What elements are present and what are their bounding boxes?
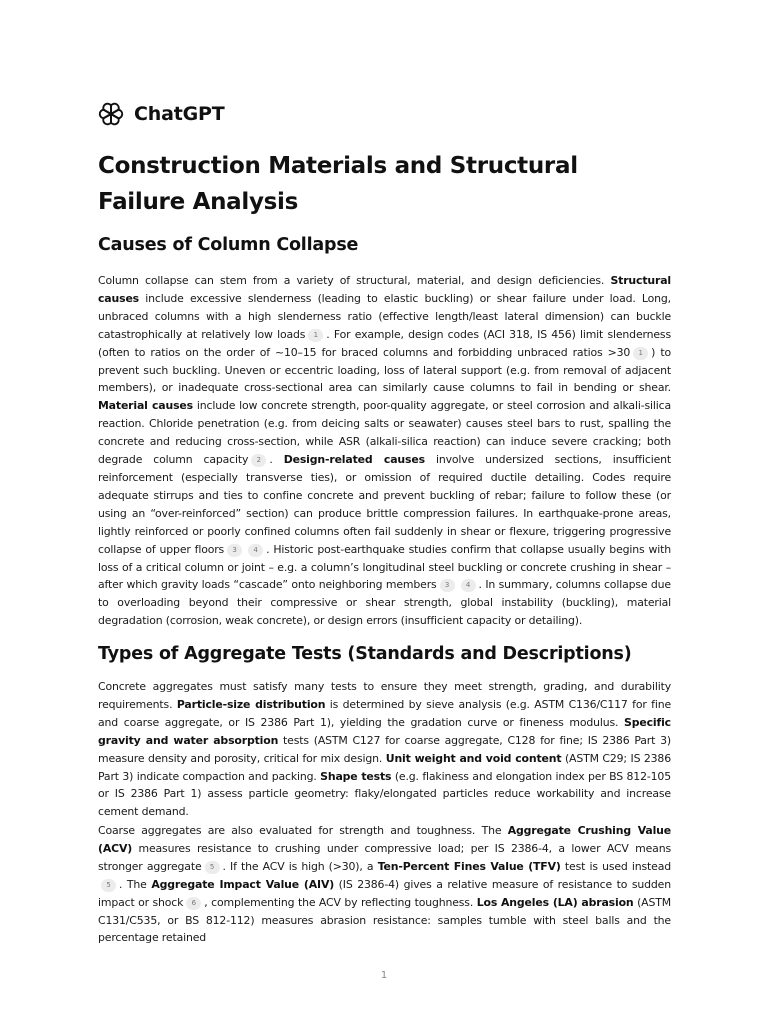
term-design-related-causes: Design-related causes: [283, 453, 425, 467]
term-structural-causes: Structural causes: [98, 274, 671, 305]
term-unit-weight: Unit weight and void content: [385, 751, 562, 765]
term-specific-gravity: Specific gravity and water absorption: [98, 715, 671, 747]
paragraph-aggregate-strength: Coarse aggregates are also evaluated for strength and toughness. The Aggregate Crushing Value (ACV) measures resistance to crushing under compressive load; per IS 2386-4, a lower ACV means stronger aggregate 5 . If the ACV is high (>30), a Ten-Percent Fines Value (TFV) test is used instead5 . The Aggregate Impact Value (AIV) (IS 2386-4) gives a relative measure of resistance to sudden impact or shock 6 , complementing the ACV by reflecting toughness. Los Angeles (LA) abrasion (ASTM C131/C535, or BS 812-112) measures abrasion resistance: samples tumble with steel balls and the percentage retained: [98, 824, 671, 945]
term-la-abrasion: Los Angeles (LA) abrasion: [476, 895, 634, 909]
paragraph-column-collapse: Column collapse can stem from a variety of structural, material, and design deficiencies. Structural causes include excessive slenderness (leading to elastic buckling) or shear failure under load. Long, unbraced columns with a high slenderness ratio (effective length/least lateral dimension) can buckle catastrophically at relatively low loads 1 . For example, design codes (ACI 318, IS 456) limit slenderness (often to ratios on the order of ~10–15 for braced columns and forbidding unbraced ratios >30 1 ) to prevent such buckling. Uneven or eccentric loading, loss of lateral support (e.g. from removal of adjacent members), or inadequate cross-sectional area can similarly cause columns to fail in bending or shear. Material causes include low concrete strength, poor-quality aggregate, or steel corrosion and alkali-silica reaction. Chloride penetration (e.g. from deicing salts or seawater) causes steel bars to rust, spalling the concrete and reducing cross-section, while ASR (alkali-silica reaction) can induce severe cracking; both degrade column capacity 2 . Design-related causes involve undersized sections, insufficient reinforcement (especially transverse ties), or omission of required ductile detailing. Codes require adequate stirrups and ties to confine concrete and prevent buckling of rebar; failure to follow these (or using an “over-reinforced” section) can produce brittle compression failures. In earthquake-prone areas, lightly reinforced or poorly confined columns often fail suddenly in shear or flexure, triggering progressive collapse of upper floors 3 4 . Historic post-earthquake studies confirm that collapse usually begins with loss of a critical column or joint – e.g. a column’s longitudinal steel buckling or concrete crushing in shear – after which gravity loads “cascade” onto neighboring members 3 4 . In summary, columns collapse due to overloading beyond their compressive or shear strength, global instability (buckling), material degradation (corrosion, weak concrete), or design errors (insufficient capacity or detailing).: [98, 274, 671, 628]
paragraph-aggregate-tests-intro: Concrete aggregates must satisfy many tests to ensure they meet strength, grading, and durability requirements. Particle-size distribution is determined by sieve analysis (e.g. ASTM C136/C117 for fine and coarse aggregate, or IS 2386 Part 1), yielding the gradation curve or fineness modulus. Specific gravity and water absorption tests (ASTM C127 for coarse aggregate, C128 for fine; IS 2386 Part 3) measure density and porosity, critical for mix design. Unit weight and void content (ASTM C29; IS 2386 Part 3) indicate compaction and packing. Shape tests (e.g. flakiness and elongation index per BS 812-105 or IS 2386 Part 1) assess particle geometry: flaky/elongated particles reduce workability and increase cement demand.: [98, 680, 672, 819]
citation-badge[interactable]: 5: [101, 879, 116, 892]
citation-badge[interactable]: 4: [248, 544, 263, 557]
term-tfv: Ten-Percent Fines Value (TFV): [377, 859, 561, 873]
citation-badge[interactable]: 6: [186, 897, 201, 910]
citation-badge[interactable]: 2: [251, 454, 266, 467]
term-material-causes: Material causes: [98, 399, 193, 413]
citation-badge[interactable]: 1: [308, 329, 323, 342]
term-aiv: Aggregate Impact Value (AIV): [151, 877, 335, 891]
section-heading-column-collapse: Causes of Column Collapse: [98, 235, 359, 255]
openai-logo-icon: [98, 101, 124, 127]
citation-badge[interactable]: 4: [461, 579, 476, 592]
brand-name: ChatGPT: [134, 103, 225, 125]
citation-badge[interactable]: 3: [227, 544, 242, 557]
page-number: 1: [380, 970, 388, 981]
brand-header: [98, 101, 224, 127]
citation-badge[interactable]: 3: [440, 579, 455, 592]
document-title: Construction Materials and Structural Failure Analysis: [98, 153, 578, 215]
term-acv: Aggregate Crushing Value (ACV): [98, 824, 671, 855]
section-heading-aggregate-tests: Types of Aggregate Tests (Standards and Descriptions): [98, 644, 632, 664]
term-particle-size-distribution: Particle-size distribution: [176, 697, 326, 711]
citation-badge[interactable]: 1: [633, 347, 648, 360]
citation-badge[interactable]: 5: [205, 861, 220, 874]
term-shape-tests: Shape tests: [320, 769, 392, 783]
